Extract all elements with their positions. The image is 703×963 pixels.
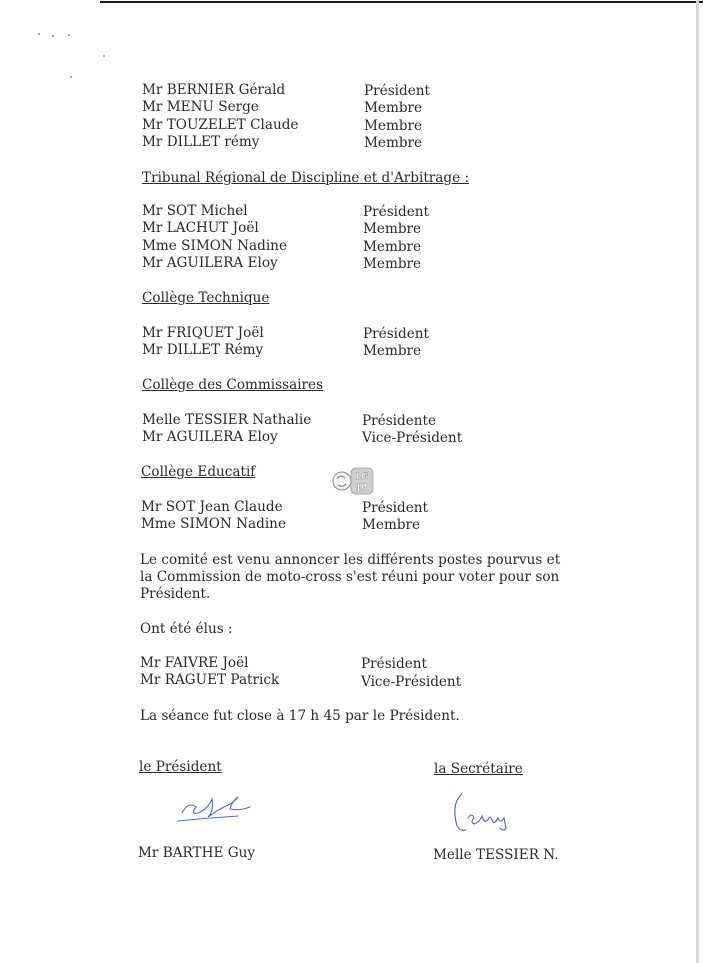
closing-statement: La séance fut close à 17 h 45 par le Président. xyxy=(140,708,460,724)
scan-speck xyxy=(38,33,40,35)
member-role: Membre xyxy=(363,239,422,255)
section-heading-college-commissaires: Collège des Commissaires xyxy=(142,377,324,393)
member-role: Président xyxy=(364,83,430,99)
signature-name-secretaire: Melle TESSIER N. xyxy=(433,847,559,863)
secretaire-signature xyxy=(448,788,518,838)
member-name: Mr SOT Jean Claude xyxy=(141,499,283,515)
member-role: Président xyxy=(363,326,429,342)
member-name: Mr SOT Michel xyxy=(142,203,248,219)
member-name: Mr DILLET Rémy xyxy=(142,342,264,358)
member-name: Mr TOUZELET Claude xyxy=(142,117,299,133)
logo-text-bottom: JP xyxy=(357,483,367,493)
section-heading-college-technique: Collège Technique xyxy=(142,290,270,306)
member-role: Membre xyxy=(363,343,422,359)
member-role: Président xyxy=(363,204,429,220)
member-name: Mr DILLET rémy xyxy=(142,134,260,150)
page-right-edge xyxy=(696,0,699,963)
member-role: Membre xyxy=(364,135,423,151)
body-paragraph: Le comité est venu annoncer les différents postes pourvus et la Commission de moto-cross s'est réuni pour voter pour son Président. xyxy=(140,552,561,602)
scan-speck xyxy=(103,55,105,57)
section-heading-tribunal: Tribunal Régional de Discipline et d'Arbitrage : xyxy=(142,170,470,186)
member-role: Présidente xyxy=(362,413,437,429)
member-name: Mr FRIQUET Joël xyxy=(142,325,264,341)
member-name: Mr BERNIER Gérald xyxy=(142,82,286,98)
member-name: Melle TESSIER Nathalie xyxy=(142,412,312,428)
member-name: Mr RAGUET Patrick xyxy=(140,672,280,688)
member-name: Mr LACHUT Joël xyxy=(142,220,259,236)
scan-speck xyxy=(68,34,70,36)
logo-text-top: LG xyxy=(355,472,369,482)
member-role: Membre xyxy=(364,100,423,116)
elected-intro: Ont été élus : xyxy=(140,621,233,637)
member-name: Mme SIMON Nadine xyxy=(141,516,286,532)
section-heading-college-educatif: Collège Educatif xyxy=(141,464,256,480)
page-top-border xyxy=(100,1,703,3)
member-name: Mme SIMON Nadine xyxy=(142,238,287,254)
member-role: Vice-Président xyxy=(361,674,462,690)
lgjp-logo xyxy=(329,466,375,496)
member-role: Membre xyxy=(363,256,422,272)
member-role: Membre xyxy=(362,517,421,533)
signature-name-president: Mr BARTHE Guy xyxy=(138,845,256,861)
scan-speck xyxy=(52,35,54,37)
member-role: Vice-Président xyxy=(362,430,463,446)
scan-speck xyxy=(70,76,72,78)
member-name: Mr MENU Serge xyxy=(142,99,259,115)
president-signature xyxy=(172,783,272,828)
member-role: Président xyxy=(361,656,427,672)
member-name: Mr FAIVRE Joël xyxy=(140,655,249,671)
signature-title-president: le Président xyxy=(139,759,222,775)
member-name: Mr AGUILERA Eloy xyxy=(142,255,278,271)
member-role: Président xyxy=(362,500,428,516)
member-role: Membre xyxy=(364,118,423,134)
member-role: Membre xyxy=(363,221,422,237)
signature-title-secretaire: la Secrétaire xyxy=(434,761,523,777)
member-name: Mr AGUILERA Eloy xyxy=(142,429,278,445)
